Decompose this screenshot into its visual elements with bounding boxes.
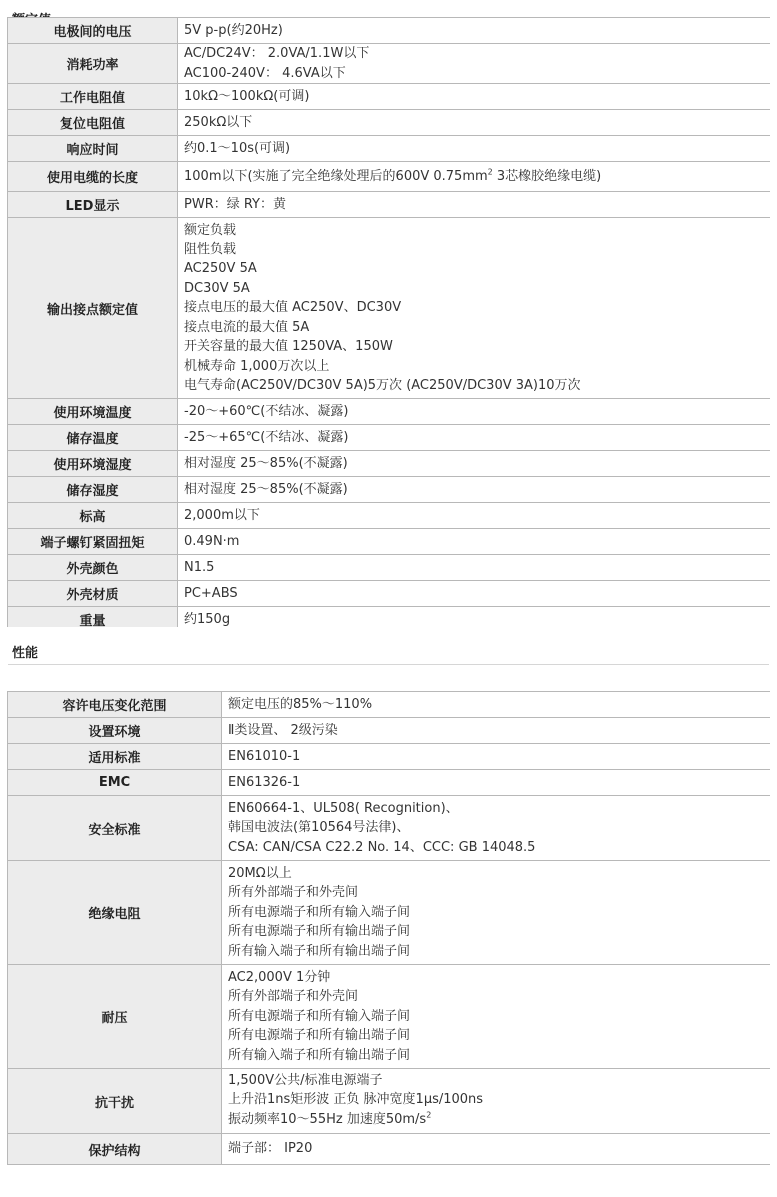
spec-value-text: 100m以下(实施了完全绝缘处理后的600V 0.75mm bbox=[184, 168, 488, 184]
spec-value-line bbox=[184, 402, 770, 421]
spec-label: 容许电压变化范围 bbox=[8, 692, 222, 718]
spec-value-text: 0.49N·m bbox=[184, 533, 240, 549]
spec-value-line bbox=[184, 167, 770, 186]
spec-row bbox=[8, 84, 771, 110]
spec-value-text: EN60664-1、UL508( Recognition)、 bbox=[228, 800, 459, 816]
spec-value bbox=[178, 555, 771, 581]
spec-value bbox=[178, 110, 771, 136]
spec-value-text: 阻性负载 bbox=[184, 242, 237, 258]
spec-value-text: 所有外部端子和外壳间 bbox=[228, 885, 359, 901]
spec-value-line bbox=[184, 610, 770, 627]
spec-value-line bbox=[228, 1071, 770, 1090]
spec-value-line bbox=[228, 1110, 770, 1129]
spec-value-line bbox=[228, 747, 770, 766]
spec-label: 安全标准 bbox=[8, 796, 222, 861]
spec-value bbox=[178, 425, 771, 451]
spec-value-line bbox=[228, 1007, 770, 1026]
spec-row bbox=[8, 796, 771, 861]
spec-value-text: -20～+60℃(不结冰、凝露) bbox=[184, 403, 349, 419]
spec-value-line bbox=[228, 987, 770, 1006]
spec-row bbox=[8, 692, 771, 718]
spec-value-line bbox=[184, 428, 770, 447]
spec-value-text: 接点电压的最大值 AC250V、DC30V bbox=[184, 300, 402, 316]
spec-value-text: 端子部： IP20 bbox=[228, 1141, 313, 1157]
spec-value-line bbox=[184, 357, 770, 376]
spec-value-line bbox=[184, 532, 770, 551]
spec-row bbox=[8, 503, 771, 529]
performance-table-viewport bbox=[7, 691, 770, 1165]
spec-value-text: 开关容量的最大值 1250VA、150W bbox=[184, 339, 393, 355]
spec-value bbox=[178, 18, 771, 44]
spec-value-line bbox=[184, 558, 770, 577]
spec-row bbox=[8, 718, 771, 744]
spec-value-line bbox=[184, 44, 770, 63]
spec-value-text: 20MΩ以上 bbox=[228, 865, 292, 881]
spec-value-text: 约0.1～10s(可调) bbox=[184, 140, 291, 156]
spec-value-text: EN61010-1 bbox=[228, 748, 301, 764]
spec-value bbox=[222, 692, 771, 718]
spec-value-text: 接点电流的最大值 5A bbox=[184, 319, 310, 335]
spec-label: 使用环境湿度 bbox=[8, 451, 178, 477]
spec-value-text: EN61326-1 bbox=[228, 774, 301, 790]
spec-value-line bbox=[184, 87, 770, 106]
spec-row bbox=[8, 136, 771, 162]
spec-value bbox=[178, 192, 771, 218]
spec-value-text: 10kΩ～100kΩ(可调) bbox=[184, 88, 310, 104]
spec-value-text: 所有外部端子和外壳间 bbox=[228, 989, 359, 1005]
spec-label: 设置环境 bbox=[8, 718, 222, 744]
section-divider bbox=[8, 664, 769, 665]
spec-label: 输出接点额定值 bbox=[8, 218, 178, 399]
spec-value bbox=[178, 218, 771, 399]
spec-row bbox=[8, 1134, 771, 1165]
spec-value-line bbox=[228, 695, 770, 714]
spec-row bbox=[8, 425, 771, 451]
spec-label: 抗干扰 bbox=[8, 1069, 222, 1134]
spec-label: 使用环境温度 bbox=[8, 399, 178, 425]
spec-label: 外壳颜色 bbox=[8, 555, 178, 581]
spec-value-text: N1.5 bbox=[184, 559, 215, 575]
spec-value-line bbox=[228, 942, 770, 961]
spec-value-line bbox=[184, 64, 770, 83]
spec-value-text: PC+ABS bbox=[184, 585, 238, 601]
spec-value bbox=[178, 581, 771, 607]
spec-label: 工作电阻值 bbox=[8, 84, 178, 110]
spec-value-line bbox=[228, 799, 770, 818]
spec-value-text: 所有输入端子和所有输出端子间 bbox=[228, 1047, 411, 1063]
spec-value-line bbox=[184, 259, 770, 278]
spec-value bbox=[222, 1134, 771, 1165]
spec-label: 端子螺钉紧固扭矩 bbox=[8, 529, 178, 555]
spec-label: 外壳材质 bbox=[8, 581, 178, 607]
spec-value-text: 约150g bbox=[184, 611, 231, 627]
spec-label: 重量 bbox=[8, 607, 178, 628]
spec-value-line bbox=[228, 1139, 770, 1158]
spec-row bbox=[8, 744, 771, 770]
spec-value bbox=[222, 718, 771, 744]
spec-value-text: CSA: CAN/CSA C22.2 No. 14、CCC: GB 14048.5 bbox=[228, 839, 536, 855]
spec-value-line bbox=[184, 480, 770, 499]
spec-value-line bbox=[228, 838, 770, 857]
spec-label: 电极间的电压 bbox=[8, 18, 178, 44]
spec-value-text: 1,500V公共/标准电源端子 bbox=[228, 1073, 383, 1088]
spec-value bbox=[222, 965, 771, 1069]
spec-row bbox=[8, 581, 771, 607]
spec-label: 耐压 bbox=[8, 965, 222, 1069]
spec-label: 消耗功率 bbox=[8, 44, 178, 84]
spec-value bbox=[178, 136, 771, 162]
spec-value-text: 额定负载 bbox=[184, 222, 237, 238]
spec-value bbox=[178, 84, 771, 110]
spec-value bbox=[178, 477, 771, 503]
spec-value-line bbox=[228, 721, 770, 740]
superscript: 2 bbox=[487, 167, 493, 177]
spec-value-text: 3芯橡胶绝缘电缆) bbox=[492, 168, 602, 184]
spec-value bbox=[178, 607, 771, 628]
spec-value-line bbox=[184, 195, 770, 214]
spec-value-line bbox=[228, 864, 770, 883]
spec-label: LED显示 bbox=[8, 192, 178, 218]
spec-value-line bbox=[228, 883, 770, 902]
spec-value-text: 所有电源端子和所有输入端子间 bbox=[228, 904, 411, 920]
spec-value-text: -25～+65℃(不结冰、凝露) bbox=[184, 429, 349, 445]
spec-value bbox=[178, 529, 771, 555]
spec-row bbox=[8, 529, 771, 555]
spec-row bbox=[8, 555, 771, 581]
spec-value-line bbox=[228, 922, 770, 941]
spec-row bbox=[8, 607, 771, 628]
spec-label: 保护结构 bbox=[8, 1134, 222, 1165]
spec-value-line bbox=[184, 21, 770, 40]
spec-value-text: 所有电源端子和所有输出端子间 bbox=[228, 924, 411, 940]
spec-value-text: 所有电源端子和所有输出端子间 bbox=[228, 1028, 411, 1044]
spec-label: 储存温度 bbox=[8, 425, 178, 451]
spec-value-line bbox=[184, 113, 770, 132]
rated-values-table bbox=[7, 17, 770, 627]
spec-value-text: 250kΩ以下 bbox=[184, 114, 253, 130]
spec-value bbox=[222, 1069, 771, 1134]
spec-value-text: AC/DC24V： 2.0VA/1.1W以下 bbox=[184, 46, 370, 62]
spec-value-line bbox=[228, 903, 770, 922]
spec-value-text: 额定电压的85%～110% bbox=[228, 696, 373, 712]
spec-value bbox=[222, 770, 771, 796]
spec-value bbox=[222, 861, 771, 965]
spec-value-line bbox=[184, 298, 770, 317]
spec-label: 使用电缆的长度 bbox=[8, 162, 178, 192]
spec-value bbox=[178, 503, 771, 529]
spec-value-line bbox=[228, 968, 770, 987]
spec-value-text: 2,000m以下 bbox=[184, 507, 260, 523]
spec-value-line bbox=[228, 773, 770, 792]
spec-value-line bbox=[184, 506, 770, 525]
spec-value-text: Ⅱ类设置、 2级污染 bbox=[228, 722, 338, 738]
spec-row bbox=[8, 861, 771, 965]
spec-label: EMC bbox=[8, 770, 222, 796]
spec-value bbox=[178, 162, 771, 192]
spec-value-line bbox=[184, 240, 770, 259]
spec-label: 标高 bbox=[8, 503, 178, 529]
spec-row bbox=[8, 192, 771, 218]
superscript: 2 bbox=[426, 1110, 432, 1120]
spec-label: 适用标准 bbox=[8, 744, 222, 770]
spec-value-line bbox=[184, 376, 770, 395]
spec-value-text: AC100-240V： 4.6VA以下 bbox=[184, 65, 346, 81]
spec-row bbox=[8, 110, 771, 136]
spec-value-line bbox=[184, 318, 770, 337]
spec-value-text: 所有输入端子和所有输出端子间 bbox=[228, 943, 411, 959]
spec-value-text: 相对湿度 25～85%(不凝露) bbox=[184, 481, 348, 497]
spec-row bbox=[8, 965, 771, 1069]
spec-value-line bbox=[228, 1090, 770, 1109]
spec-row bbox=[8, 451, 771, 477]
spec-label: 响应时间 bbox=[8, 136, 178, 162]
spec-value-line bbox=[184, 584, 770, 603]
spec-value-line bbox=[228, 1046, 770, 1065]
spec-row bbox=[8, 1069, 771, 1134]
spec-row bbox=[8, 770, 771, 796]
spec-value-text: 韩国电波法(第10564号法律)、 bbox=[228, 820, 410, 836]
spec-value-text: 5V p-p(约20Hz) bbox=[184, 22, 283, 38]
spec-value-text: 机械寿命 1,000万次以上 bbox=[184, 358, 330, 374]
spec-value-text: AC250V 5A bbox=[184, 261, 257, 277]
spec-value-line bbox=[228, 1026, 770, 1045]
spec-row bbox=[8, 477, 771, 503]
performance-table bbox=[7, 691, 770, 1165]
spec-value-text: 电气寿命(AC250V/DC30V 5A)5万次 (AC250V/DC30V 3A)10万次 bbox=[184, 377, 581, 393]
spec-value-line bbox=[228, 818, 770, 837]
spec-label: 储存湿度 bbox=[8, 477, 178, 503]
spec-value bbox=[222, 744, 771, 770]
spec-value-text: AC2,000V 1分钟 bbox=[228, 969, 331, 985]
spec-row bbox=[8, 162, 771, 192]
spec-row bbox=[8, 18, 771, 44]
spec-value-line bbox=[184, 279, 770, 298]
spec-label: 复位电阻值 bbox=[8, 110, 178, 136]
spec-value-text: 相对湿度 25～85%(不凝露) bbox=[184, 455, 348, 471]
spec-value bbox=[178, 399, 771, 425]
spec-value-text: 上升沿1ns矩形波 正负 脉冲宽度1μs/100ns bbox=[228, 1092, 484, 1108]
spec-value-line bbox=[184, 221, 770, 240]
spec-value-text: 振动频率10～55Hz 加速度50m/s bbox=[228, 1111, 427, 1127]
spec-value bbox=[178, 44, 771, 84]
spec-row bbox=[8, 44, 771, 84]
spec-row bbox=[8, 218, 771, 399]
spec-value-line bbox=[184, 139, 770, 158]
rated-values-table-viewport bbox=[7, 15, 770, 627]
spec-value-text: 所有电源端子和所有输入端子间 bbox=[228, 1008, 411, 1024]
spec-value bbox=[222, 796, 771, 861]
spec-value-line bbox=[184, 454, 770, 473]
spec-value-line bbox=[184, 337, 770, 356]
spec-label: 绝缘电阻 bbox=[8, 861, 222, 965]
spec-value-text: DC30V 5A bbox=[184, 280, 250, 296]
spec-value-text: PWR：绿 RY：黄 bbox=[184, 196, 287, 212]
spec-row bbox=[8, 399, 771, 425]
section-title-performance: 性能 bbox=[12, 646, 39, 661]
spec-value bbox=[178, 451, 771, 477]
